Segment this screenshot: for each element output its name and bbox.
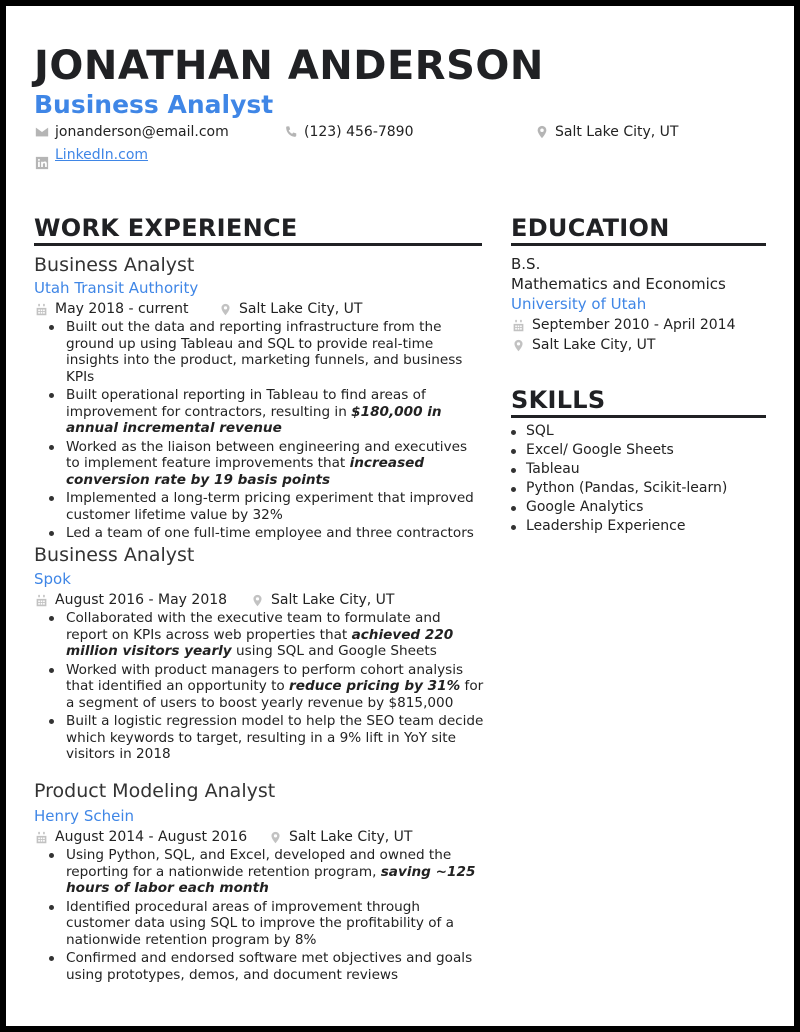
job-title: Product Modeling Analyst [34, 780, 276, 802]
contact-email[interactable] [35, 123, 229, 141]
job-location-text: Salt Lake City, UT [239, 301, 363, 317]
job-location-text: Salt Lake City, UT [271, 592, 395, 608]
skills-heading: SKILLS [511, 386, 606, 414]
job-location [269, 828, 412, 846]
location-pin-icon [535, 125, 549, 139]
location-text: Salt Lake City, UT [555, 124, 679, 140]
linkedin-link[interactable]: LinkedIn.com [55, 147, 149, 163]
resume-page [6, 6, 794, 1026]
job-company: Henry Schein [34, 807, 135, 825]
job-dates [35, 591, 227, 609]
skill-item: SQL [526, 422, 727, 441]
phone-icon [284, 125, 298, 139]
job-bullets [34, 319, 484, 544]
job-title: Business Analyst [34, 254, 195, 276]
list-item: Implemented a long-term pricing experiment that improved customer lifetime value by 32% [66, 490, 484, 523]
work-experience-heading: WORK EXPERIENCE [34, 214, 298, 242]
work-heading-rule [34, 243, 482, 246]
skill-item: Leadership Experience [526, 517, 727, 536]
job-bullets [34, 847, 484, 985]
job-location-text: Salt Lake City, UT [289, 829, 413, 845]
location-pin-icon [251, 594, 264, 607]
education-school: University of Utah [511, 295, 647, 313]
job-dates [35, 300, 188, 318]
education-heading-rule [511, 243, 766, 246]
job-location [251, 591, 394, 609]
list-item: Led a team of one full-time employee and three contractors [66, 525, 484, 542]
skills-list [511, 422, 727, 537]
skill-item: Excel/ Google Sheets [526, 441, 727, 460]
calendar-icon [512, 319, 525, 332]
candidate-name: JONATHAN ANDERSON [34, 43, 544, 89]
education-dates [512, 316, 736, 334]
education-location-text: Salt Lake City, UT [532, 337, 656, 353]
email-text: jonanderson@email.com [55, 124, 229, 140]
job-location [219, 300, 362, 318]
linkedin-icon [35, 156, 49, 170]
education-major: Mathematics and Economics [511, 275, 726, 293]
job-bullets [34, 610, 484, 765]
education-dates-text: September 2010 - April 2014 [532, 317, 736, 333]
job-company: Spok [34, 570, 71, 588]
skills-heading-rule [511, 415, 766, 418]
list-item: Worked with product managers to perform cohort analysis that identified an opportunity to reduce pricing by 31% for a segment of users to boost yearly revenue by $815,000 [66, 661, 484, 711]
contact-phone [284, 123, 414, 141]
mail-icon [35, 125, 49, 139]
list-item: Collaborated with the executive team to formulate and report on KPIs across web properties that achieved 220 million visitors yearly using SQL and Google Sheets [66, 610, 484, 660]
list-item: Identified procedural areas of improvement through customer data using SQL to improve the profitability of a nationwide retention program by 8% [66, 899, 484, 949]
phone-text: (123) 456-7890 [304, 124, 414, 140]
job-company: Utah Transit Authority [34, 279, 199, 297]
education-heading: EDUCATION [511, 214, 670, 242]
candidate-role: Business Analyst [34, 90, 274, 119]
education-degree: B.S. [511, 255, 541, 273]
calendar-icon [35, 303, 48, 316]
list-item: Built operational reporting in Tableau to find areas of improvement for contractors, resulting in $180,000 in annual incremental revenue [66, 387, 484, 437]
job-dates [35, 828, 247, 846]
list-item: Built out the data and reporting infrastructure from the ground up using Tableau and SQL to provide real-time insights into the product, marketing funnels, and business KPIs [66, 319, 484, 385]
contact-linkedin[interactable] [35, 146, 148, 170]
job-title: Business Analyst [34, 544, 195, 566]
skill-item: Google Analytics [526, 498, 727, 517]
list-item: Built a logistic regression model to help the SEO team decide which keywords to target, resulting in a 9% lift in YoY site visitors in 2018 [66, 713, 484, 762]
calendar-icon [35, 831, 48, 844]
skill-item: Tableau [526, 460, 727, 479]
list-item: Using Python, SQL, and Excel, developed and owned the reporting for a nationwide retention program, saving ~125 hours of labor each month [66, 847, 484, 897]
calendar-icon [35, 594, 48, 607]
list-item: Worked as the liaison between engineering and executives to implement feature improvements that increased conversion rate by 19 basis points [66, 439, 484, 489]
job-dates-text: August 2014 - August 2016 [55, 829, 248, 845]
location-pin-icon [219, 303, 232, 316]
education-location [512, 336, 655, 354]
contact-location [535, 123, 678, 141]
job-dates-text: August 2016 - May 2018 [55, 592, 228, 608]
location-pin-icon [512, 339, 525, 352]
skill-item: Python (Pandas, Scikit-learn) [526, 479, 727, 498]
location-pin-icon [269, 831, 282, 844]
list-item: Confirmed and endorsed software met objectives and goals using prototypes, demos, and document reviews [66, 950, 484, 983]
job-dates-text: May 2018 - current [55, 301, 189, 317]
